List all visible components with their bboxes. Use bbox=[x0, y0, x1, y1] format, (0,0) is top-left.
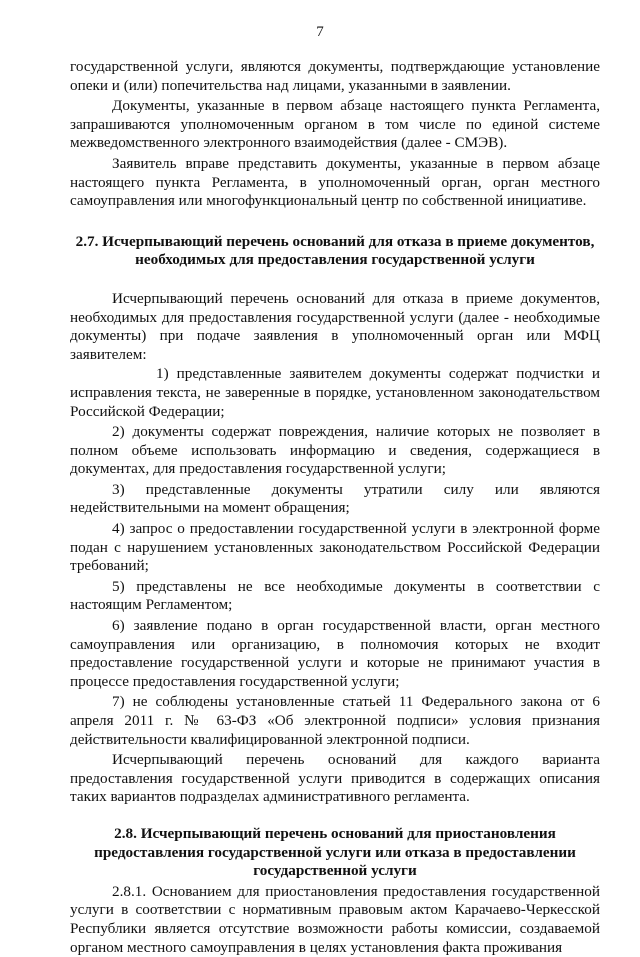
list-item: 2) документы содержат повреждения, наличие которых не позволяет в полном объеме использовать информацию и сведения, содержащиеся в документах, для предоставления государственной услуги; bbox=[70, 423, 600, 478]
intro-paragraph-1: государственной услуги, являются документы, подтверждающие установление опеки и (или) попечительства над лицами, указанными в заявлении. bbox=[70, 58, 600, 94]
intro-paragraph-3: Заявитель вправе представить документы, указанные в первом абзаце настоящего пункта Регламента, в уполномоченный орган, орган местного самоуправления или многофункциональный центр по собственной инициативе. bbox=[70, 154, 600, 210]
intro-paragraph-2: Документы, указанные в первом абзаце настоящего пункта Регламента, запрашиваются уполномоченным органом в том числе по единой системе межведомственного электронного взаимодействия (далее - СМЭВ). bbox=[70, 97, 600, 152]
refusal-grounds-list bbox=[70, 365, 600, 749]
list-item: 1) представленные заявителем документы содержат подчистки и исправления текста, не заверенные в порядке, установленном законодательством Российской Федерации; bbox=[70, 365, 600, 420]
page-number: 7 bbox=[316, 24, 324, 40]
section-2-8-heading: 2.8. Исчерпывающий перечень оснований для приостановления предоставления государственной услуги или отказа в предоставлении государственной услуги bbox=[94, 824, 576, 880]
list-item: 4) запрос о предоставлении государственной услуги в электронной форме подан с нарушением установленных законодательством Российской Федерации требований; bbox=[70, 520, 600, 575]
section-2-7-heading: 2.7. Исчерпывающий перечень оснований для отказа в приеме документов, необходимых для предоставления государственной услуги bbox=[75, 232, 595, 269]
list-item: 7) не соблюдены установленные статьей 11 Федерального закона от 6 апреля 2011 г. № 63-ФЗ «Об электронной подписи» условия признания действительности квалифицированной электронной подписи. bbox=[70, 693, 600, 748]
list-item: 6) заявление подано в орган государственной власти, орган местного самоуправления или организацию, в полномочия которых не входит предоставление государственной услуги и которые не принимают участия в процессе предоставления государственной услуги; bbox=[70, 617, 600, 690]
section-2-8-1-paragraph: 2.8.1. Основанием для приостановления предоставления государственной услуги в соответствии с нормативным правовым актом Карачаево-Черкесской Республики является отсутствие возможности работы комиссии, создаваемой органом местного самоуправления в целях установления факта проживания bbox=[70, 882, 600, 956]
section-2-7-closing: Исчерпывающий перечень оснований для каждого варианта предоставления государственной услуги приводится в содержащих описания таких вариантов подразделах административного регламента. bbox=[70, 751, 600, 806]
list-item: 5) представлены не все необходимые документы в соответствии с настоящим Регламентом; bbox=[70, 577, 600, 614]
section-2-7-lead: Исчерпывающий перечень оснований для отказа в приеме документов, необходимых для предоставления государственной услуги (далее - необходимые документы) при подаче заявления в уполномоченный орган или МФЦ заявителем: bbox=[70, 289, 600, 363]
document-body bbox=[70, 58, 600, 957]
list-item: 3) представленные документы утратили силу или являются недействительными на момент обращения; bbox=[70, 480, 600, 517]
